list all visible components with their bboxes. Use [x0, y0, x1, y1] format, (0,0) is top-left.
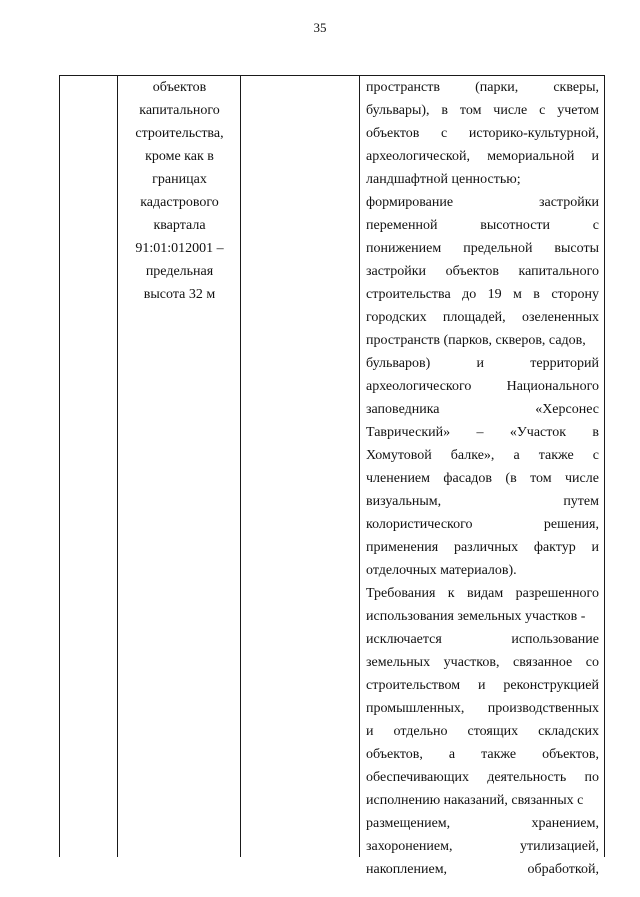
column4-word: учетом [557, 103, 599, 118]
column4-word: Таврический» [366, 425, 451, 440]
column4-word: реконструкцией [503, 678, 599, 693]
column4-word: в [592, 425, 599, 440]
column4-word: застройки [366, 264, 427, 279]
column4-word: формирование [366, 195, 454, 210]
column4-word: земельных [366, 655, 431, 670]
column4-word: бульвары), [366, 103, 430, 118]
column4-line [366, 260, 599, 283]
column4-word: Хомутовой [366, 448, 432, 463]
column4-word: предельной [463, 241, 533, 256]
column4-word: и [591, 540, 599, 555]
column4-word: строительством [366, 678, 461, 693]
column4-line [366, 513, 599, 536]
column4-word: различных [453, 540, 519, 555]
column4-word: мемориальной [487, 149, 575, 164]
column4-word: связанное [513, 655, 573, 670]
column4-word: фасадов [443, 471, 493, 486]
table-right-border [604, 75, 605, 857]
column4-line [366, 720, 599, 743]
column4-line [366, 835, 599, 858]
column4-word: стоящих [467, 724, 519, 739]
column4-word: бульваров) [366, 356, 431, 371]
column4-line [366, 444, 599, 467]
column4-line [366, 352, 599, 375]
column4-word: том [530, 471, 552, 486]
column4-word: путем [563, 494, 599, 509]
column4-line [366, 398, 599, 421]
column4-line [366, 651, 599, 674]
column4-line [366, 237, 599, 260]
column4-word: понижением [366, 241, 442, 256]
column4-word: и [476, 356, 484, 371]
column4-word: с [441, 126, 448, 141]
column4-line [366, 467, 599, 490]
column4-word: городских [366, 310, 427, 325]
column4-word: накоплением, [366, 862, 448, 877]
column4-line [366, 283, 599, 306]
column4-word: обеспечивающих [366, 770, 469, 785]
column4-line [366, 858, 599, 881]
column2-line: 91:01:012001 – [135, 241, 224, 256]
column4-word: производственных [487, 701, 599, 716]
column4-word: – [476, 425, 484, 440]
column4-word: к [447, 586, 455, 601]
column4-word: деятельность [487, 770, 567, 785]
column4-word: применения [366, 540, 439, 555]
column4-word: с [592, 448, 599, 463]
column2-line: предельная [145, 264, 214, 279]
column4-line [366, 605, 599, 628]
column4-word: «Херсонес [535, 402, 599, 417]
column4-line [366, 812, 599, 835]
column4-line [366, 329, 599, 352]
column4-word: использования земельных участков - [366, 609, 586, 624]
column4-word: том [459, 103, 482, 118]
column2-line: объектов [152, 80, 207, 95]
column4-line [366, 214, 599, 237]
column4-word: объектов [366, 126, 420, 141]
column2-line: кадастрового [140, 195, 219, 210]
column4-word: а [448, 747, 456, 762]
column4-word: колористического [366, 517, 473, 532]
column4-word: до [462, 287, 477, 302]
column-divider-2 [240, 75, 241, 857]
column4-word: в [441, 103, 449, 118]
column4-word: участков, [443, 655, 500, 670]
column2-line: высота 32 м [143, 287, 216, 302]
column4-word: (в [505, 471, 517, 486]
column4-line [366, 490, 599, 513]
column4-word: также [538, 448, 574, 463]
column4-word: решения, [543, 517, 599, 532]
column4-word: размещением, [366, 816, 451, 831]
column4-word: переменной [366, 218, 438, 233]
column4-word: числе [493, 103, 528, 118]
column-divider-1 [117, 75, 118, 857]
column4-word: Требования [366, 586, 436, 601]
column4-word: исключается [366, 632, 442, 647]
column4-line [366, 559, 599, 582]
column4-word: а [513, 448, 520, 463]
column4-word: обработкой, [527, 862, 599, 877]
column4-line [366, 76, 599, 99]
column2-line: строительства, [135, 126, 224, 141]
column4-word: застройки [538, 195, 599, 210]
column4-word: 19 [487, 287, 502, 302]
column4-word: заповедника [366, 402, 440, 417]
column4-word: ландшафтной ценностью; [366, 172, 521, 187]
column4-word: складских [538, 724, 599, 739]
column4-word: утилизацией, [519, 839, 599, 854]
column4-line [366, 766, 599, 789]
column4-word: захоронением, [366, 839, 453, 854]
column4-word: археологического [366, 379, 472, 394]
column4-word: визуальным, [366, 494, 442, 509]
column4-line [366, 536, 599, 559]
column4-word: отделочных материалов). [366, 563, 517, 578]
column4-word: площадей, [442, 310, 506, 325]
column4-line [366, 191, 599, 214]
column4-word: (парки, [475, 80, 519, 95]
column4-word: с [539, 103, 546, 118]
requirements-cell [366, 76, 599, 881]
column4-word: пространств (парков, скверов, садов, [366, 333, 586, 348]
column4-word: пространств [366, 80, 440, 95]
column4-word: археологической, [366, 149, 471, 164]
column4-word: «Участок [509, 425, 566, 440]
column2-line: капитального [139, 103, 220, 118]
column4-word: разрешенного [515, 586, 599, 601]
column4-word: использование [511, 632, 599, 647]
column4-line [366, 674, 599, 697]
column2-line: кроме как в [145, 149, 214, 164]
column4-word: промышленных, [366, 701, 465, 716]
column4-word: также [481, 747, 517, 762]
column4-line [366, 145, 599, 168]
column4-line [366, 306, 599, 329]
column4-word: балке», [450, 448, 495, 463]
column4-line [366, 122, 599, 145]
page-number: 35 [313, 20, 327, 35]
column4-line [366, 582, 599, 605]
column4-word: с [592, 218, 599, 233]
column4-word: территорий [530, 356, 599, 371]
column4-word: и [591, 149, 599, 164]
column4-line [366, 743, 599, 766]
zone-parameters-cell [120, 76, 239, 306]
column4-word: и [478, 678, 486, 693]
column-divider-3 [359, 75, 360, 857]
column4-word: озелененных [521, 310, 599, 325]
column4-line [366, 375, 599, 398]
column2-line: границах [152, 172, 207, 187]
column4-word: в [533, 287, 540, 302]
column4-word: объектов [445, 264, 499, 279]
column4-word: видам [466, 586, 504, 601]
table-left-border [59, 75, 60, 857]
column4-word: м [513, 287, 522, 302]
column2-line: квартала [153, 218, 206, 233]
column4-line [366, 697, 599, 720]
column4-word: сторону [551, 287, 599, 302]
column4-word: историко-культурной, [468, 126, 599, 141]
column4-word: объектов, [542, 747, 599, 762]
column4-word: и [366, 724, 374, 739]
column4-line [366, 628, 599, 651]
column4-word: хранением, [531, 816, 599, 831]
column4-line [366, 168, 599, 191]
column4-word: числе [565, 471, 599, 486]
column4-word: объектов, [366, 747, 423, 762]
column4-word: отдельно [393, 724, 448, 739]
column4-word: фактур [533, 540, 576, 555]
column4-word: строительства [366, 287, 451, 302]
column4-word: по [584, 770, 599, 785]
column4-line [366, 99, 599, 122]
column4-word: членением [366, 471, 431, 486]
column4-word: со [585, 655, 599, 670]
column4-word: высотности [480, 218, 551, 233]
column4-word: Национального [506, 379, 599, 394]
column4-word: капитального [518, 264, 599, 279]
column4-line [366, 789, 599, 812]
column4-word: высоты [554, 241, 599, 256]
column4-line [366, 421, 599, 444]
column4-word: скверы, [553, 80, 599, 95]
column4-word: исполнению наказаний, связанных с [366, 793, 584, 808]
